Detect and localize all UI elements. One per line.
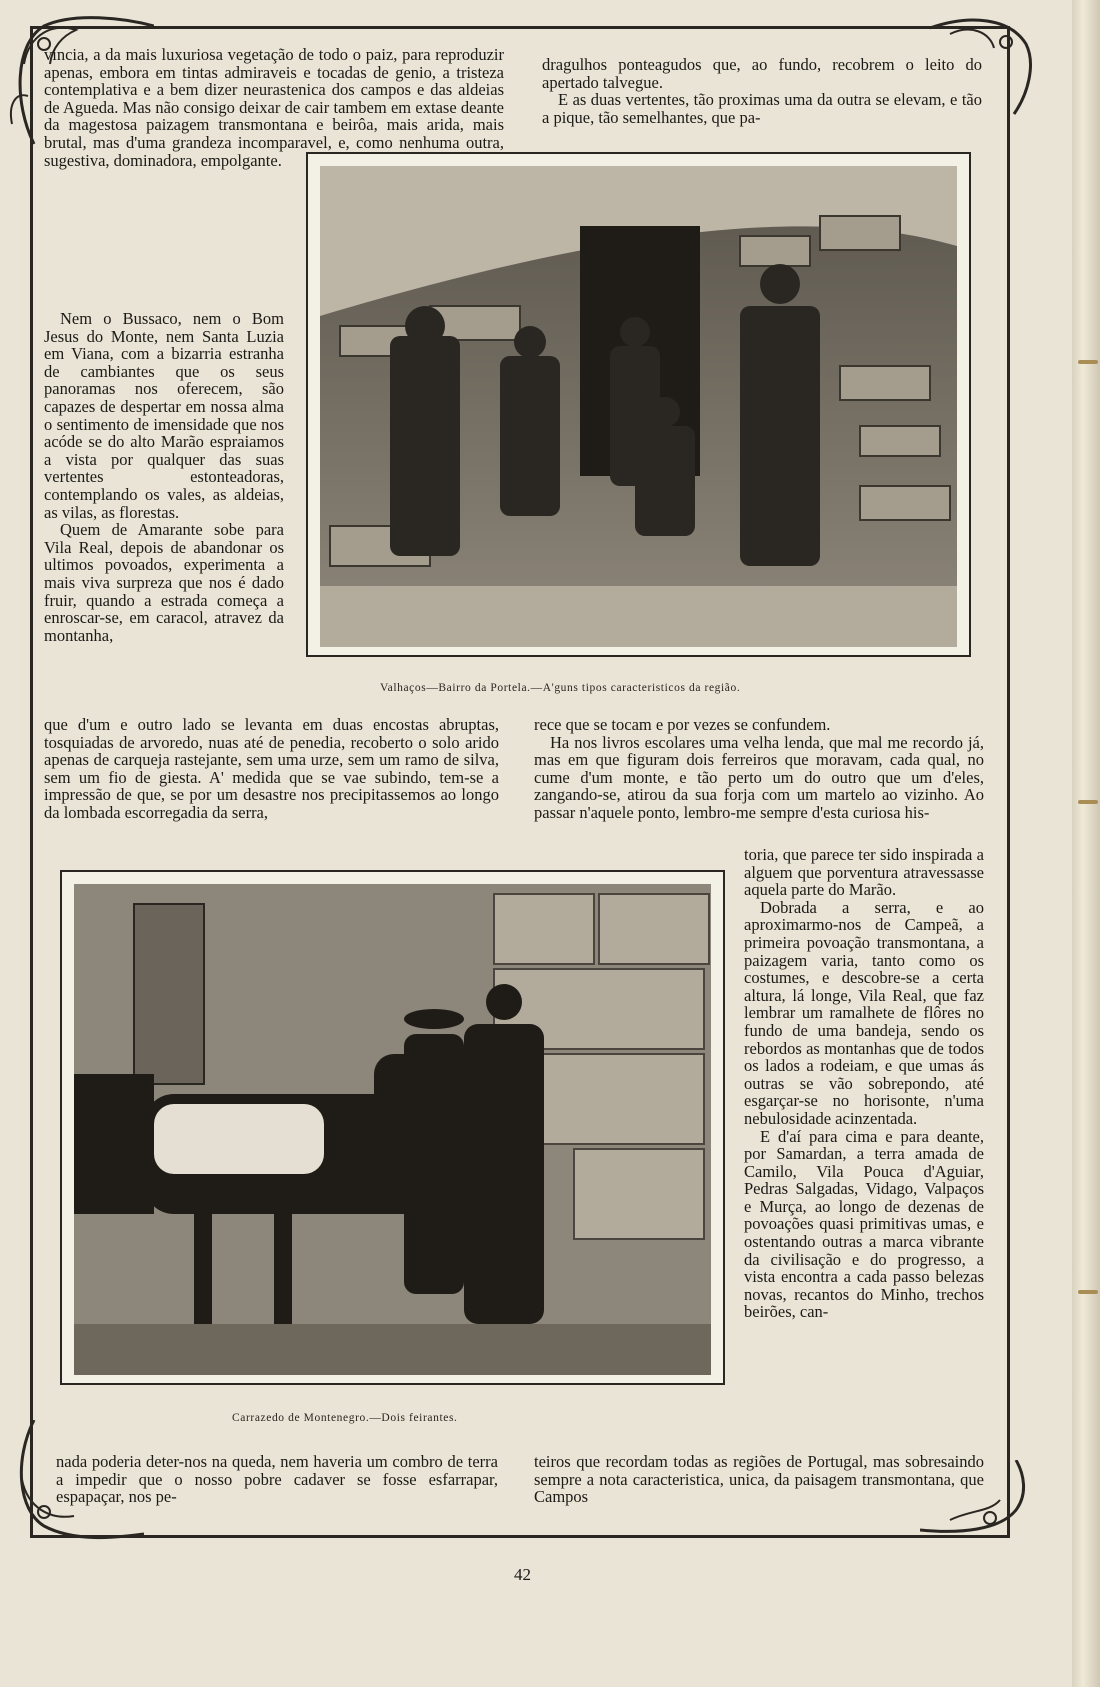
photo-carrazedo — [60, 870, 725, 1385]
paragraph: vincia, a da mais luxuriosa vegetação de todo o paiz, para reproduzir apenas, embora em tintas admiraveis e tocadas de genio, a tristeza contemplativa e a bem dizer neurastenica dos campos e das aldeias de Agueda. Mas não consigo deixar de cair tambem em extase deante da magestosa paizagem transmontana e beirôa, mais arida, mais brutal, mas d'uma grandeza incomparavel, e, como nenhuma outra, sugestiva, dominadora, empolgante. — [44, 45, 504, 170]
photo-image — [74, 884, 711, 1375]
binding-stitch — [1078, 1290, 1098, 1294]
paragraph: Dobrada a serra, e ao aproximarmo-nos de Campeã, a primeira povoação transmontana, a paizagem varia, tanto como os costumes, e descobre-se a certa altura, lá longe, Vila Real, que faz lembrar um ramalhete de flôres no fundo de uma bandeja, sendo os rebordos as montanhas que de todos os lados a rodeiam, e que umas ás outras se vão sobrepondo, até esgarçar-se no horisonte, n'uma nebulosidade acinzentada. — [744, 897, 984, 1128]
paragraph: rece que se tocam e por vezes se confundem. — [534, 715, 831, 734]
paragraph: Ha nos livros escolares uma velha lenda, que mal me recordo já, mas em que figuram dois ferreiros que moravam, cada qual, no cume d'um monte, e tão perto um do outro que um d'eles, zangando-se, atirou da sua forja com um martelo ao vizinho. Ao passar n'aquele ponto, lembro-me sempre d'esta curiosa his- — [534, 732, 984, 822]
article-col2-narrow — [744, 846, 984, 1321]
paragraph: Quem de Amarante sobe para Vila Real, depois de abandonar os ultimos povoados, experimenta a mais viva surpreza que nos é dado fruir, quando a estrada começa a enroscar-se, em caracol, atravez da montanha, — [44, 520, 284, 645]
article-col1-bottom — [56, 1453, 498, 1506]
photo-valhacos — [306, 152, 971, 657]
article-col2-bottom — [534, 1453, 984, 1506]
photo1-caption: Valhaços—Bairro da Portela.—A'guns tipos caracteristicos da região. — [380, 682, 741, 694]
paragraph: nada poderia deter-nos na queda, nem haveria um combro de terra a impedir que o nosso pobre cadaver se fosse esfarrapar, espapaçar, nos pe- — [56, 1452, 498, 1507]
paragraph: toria, que parece ter sido inspirada a alguem que porventura atravessasse aquela parte do Marão. — [744, 845, 984, 900]
article-col1-mid — [44, 716, 499, 822]
binding-stitch — [1078, 360, 1098, 364]
paragraph: teiros que recordam todas as regiões de Portugal, mas sobresaindo sempre a nota caracteristica, unica, da paisagem transmontana, que Campos — [534, 1452, 984, 1507]
article-col1-narrow — [44, 310, 284, 644]
paragraph: que d'um e outro lado se levanta em duas encostas abruptas, tosquiadas de arvoredo, nuas até de penedia, recoberto o solo arido apenas de carqueja rastejante, sem uma urze, sem um ramo de silva, sem um fio de giesta. A' medida que se vae subindo, tem-se a impressão de que, se por um desastre nos precipitassemos ao longo da lombada escorregadia da serra, — [44, 715, 499, 822]
article-col1-top-full — [44, 46, 504, 169]
paragraph: E d'aí para cima e para deante, por Samardan, a terra amada de Camilo, Vila Pouca d'Aguiar, Pedras Salgadas, Vidago, Valpaços e Murça, ao longo de dezenas de povoações quasi primitivas umas, e ostentando outras a marca vibrante da civilisação e do progresso, a vista encontra a cada passo belezas novas, recantos do Minho, trechos beirões, can- — [744, 1126, 984, 1322]
binding-stitch — [1078, 800, 1098, 804]
article-col2-mid — [534, 716, 984, 822]
photo-image — [320, 166, 957, 647]
paragraph: E as duas vertentes, tão proximas uma da outra se elevam, e tão a pique, tão semelhantes, que pa- — [542, 90, 982, 127]
paragraph: Nem o Bussaco, nem o Bom Jesus do Monte, nem Santa Luzia em Viana, com a bizarria estranha de cambiantes que os seus panoramas nos oferecem, são capazes de despertar em nossa alma o sentimento de imensidade que nos acóde se do alto Marão espraiamos a vista por qualquer das suas vertentes estonteadoras, contemplando os vales, as aldeias, as vilas, as florestas. — [44, 309, 284, 522]
article-col2-top — [542, 56, 982, 126]
paragraph: dragulhos ponteagudos que, ao fundo, recobrem o leito do apertado talvegue. — [542, 55, 982, 92]
binding-edge — [1072, 0, 1100, 1687]
page-number: 42 — [514, 1565, 531, 1584]
photo2-caption: Carrazedo de Montenegro.—Dois feirantes. — [232, 1412, 458, 1424]
